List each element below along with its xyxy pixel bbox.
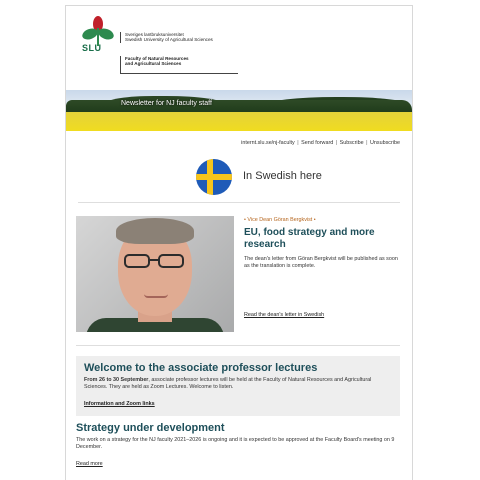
dean-photo <box>76 216 234 332</box>
swedish-version-row[interactable] <box>78 155 400 203</box>
faculty-name-line-1: Faculty of Natural Resources <box>125 56 189 61</box>
link-separator: | <box>297 140 299 146</box>
faculty-name-line-2: and Agricultural Sciences <box>125 61 182 67</box>
welcome-dates: From 26 to 30 September <box>84 377 149 383</box>
article-body: The dean's letter from Göran Bergkvist will be published as soon as the translation is complete. <box>244 256 398 270</box>
welcome-title: Welcome to the associate professor lectures <box>84 362 318 374</box>
link-faculty-web[interactable]: internt.slu.se/nj-faculty <box>241 140 295 146</box>
swedish-flag-icon[interactable] <box>196 159 232 195</box>
university-name <box>120 32 213 43</box>
header <box>66 6 412 90</box>
link-send-forward[interactable]: Send forward <box>301 140 334 146</box>
strategy-title: Strategy under development <box>76 422 225 434</box>
link-separator: | <box>366 140 368 146</box>
welcome-body <box>84 377 392 392</box>
welcome-box <box>76 356 400 416</box>
strategy-body: The work on a strategy for the NJ faculty 2021–2026 is ongoing and it is expected to be approved at the Faculty Board's meeting on 9 December. <box>76 437 395 451</box>
university-name-swedish: Sveriges lantbruksuniversitet <box>125 32 184 37</box>
banner-title: Newsletter for NJ faculty staff <box>121 100 212 107</box>
link-separator: | <box>335 140 338 146</box>
swedish-version-link[interactable]: In Swedish here <box>243 170 322 182</box>
read-dean-letter-link[interactable]: Read the dean's letter in Swedish <box>244 312 325 318</box>
header-banner <box>66 90 412 131</box>
top-links <box>66 131 412 155</box>
welcome-text: , associate professor lectures will be held at the Faculty of Natural Resources and Agricultural Sciences. They are held as Zoom Lectures. Welcome to listen. <box>84 377 372 391</box>
article-title: EU, food strategy and more research <box>244 227 375 250</box>
link-subscribe[interactable]: Subscribe <box>339 140 364 146</box>
zoom-links-link[interactable]: Information and Zoom links <box>84 400 155 407</box>
university-name-english: Swedish University of Agricultural Sciences <box>125 37 213 43</box>
dean-article <box>76 212 400 346</box>
newsletter-page <box>65 5 413 480</box>
strategy-section <box>76 422 400 470</box>
slu-logo-text: SLU <box>82 43 102 53</box>
read-more-link[interactable]: Read more <box>76 460 103 467</box>
article-author-meta: • Vice Dean Göran Bergkvist • <box>244 217 316 223</box>
link-unsubscribe[interactable]: Unsubscribe <box>370 140 400 146</box>
faculty-name <box>120 56 238 74</box>
